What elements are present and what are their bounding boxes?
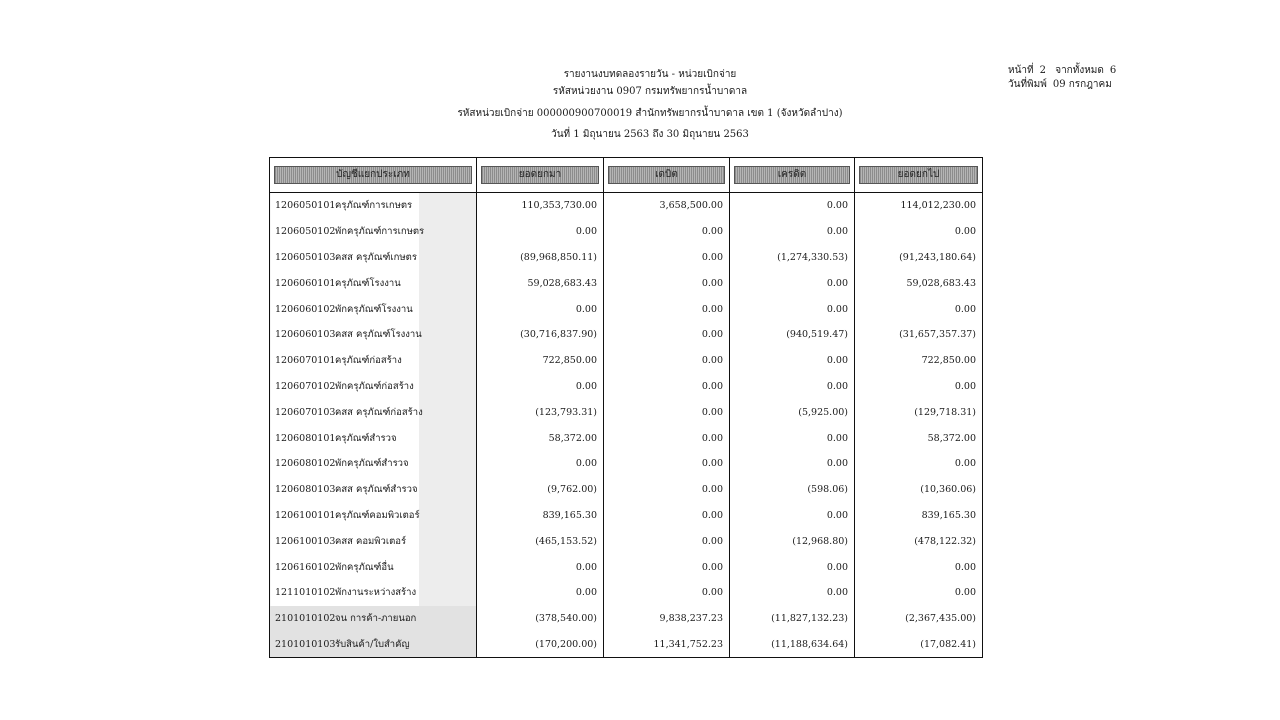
account-cell	[270, 270, 477, 296]
account-name: ครุภัณฑ์โรงงาน	[335, 277, 401, 289]
carried-forward-cell: 114,012,230.00	[855, 193, 983, 219]
account-code: 1206050103	[275, 251, 336, 263]
table-row	[270, 580, 983, 606]
carried-forward-cell: 839,165.30	[855, 503, 983, 529]
account-cell	[270, 503, 477, 529]
carried-forward-cell: 0.00	[855, 219, 983, 245]
account-cell	[270, 399, 477, 425]
credit-cell: 0.00	[730, 580, 855, 606]
account-code: 1206050101	[275, 200, 336, 212]
carried-forward-cell: 58,372.00	[855, 425, 983, 451]
account-cell	[270, 425, 477, 451]
debit-cell: 0.00	[604, 503, 730, 529]
account-name: ครุภัณฑ์คอมพิวเตอร์	[335, 509, 420, 521]
account-code: 2101010102	[275, 613, 336, 625]
account-name: พักครุภัณฑ์โรงงาน	[335, 303, 413, 315]
account-code: 1206060101	[275, 277, 336, 289]
disbursing-unit-line: รหัสหน่วยเบิกจ่าย 000000900700019 สำนักทรัพยากรน้ำบาดาล เขต 1 (จังหวัดลำปาง)	[457, 108, 843, 119]
brought-forward-cell: 0.00	[477, 296, 604, 322]
account-code: 1211010102	[275, 587, 336, 599]
debit-cell: 0.00	[604, 219, 730, 245]
brought-forward-cell: (30,716,837.90)	[477, 322, 604, 348]
brought-forward-cell: 0.00	[477, 374, 604, 400]
account-cell	[270, 451, 477, 477]
account-name: พักครุภัณฑ์การเกษตร	[335, 226, 425, 238]
print-date-line	[1008, 78, 1128, 92]
table-row	[270, 296, 983, 322]
account-name: รับสินค้า/ใบสำคัญ	[335, 638, 410, 650]
table-row	[270, 425, 983, 451]
table-row	[270, 374, 983, 400]
account-code: 1206100103	[275, 535, 336, 547]
debit-cell: 11,341,752.23	[604, 632, 730, 658]
table-row	[270, 528, 983, 554]
account-name: พักงานระหว่างสร้าง	[335, 587, 417, 599]
account-name: คสส ครุภัณฑ์เกษตร	[335, 251, 417, 263]
debit-cell: 3,658,500.00	[604, 193, 730, 219]
debit-cell: 0.00	[604, 580, 730, 606]
account-cell	[270, 632, 477, 658]
table-row	[270, 606, 983, 632]
carried-forward-cell: 0.00	[855, 554, 983, 580]
col-header-carried-forward: ยอดยกไป	[855, 158, 983, 193]
credit-cell: 0.00	[730, 451, 855, 477]
account-code: 1206070102	[275, 380, 336, 392]
brought-forward-cell: (123,793.31)	[477, 399, 604, 425]
account-cell	[270, 348, 477, 374]
account-cell	[270, 528, 477, 554]
print-label: วันที่พิมพ์	[1008, 79, 1047, 90]
debit-cell: 0.00	[604, 477, 730, 503]
account-cell	[270, 477, 477, 503]
col-header-brought-forward: ยอดยกมา	[477, 158, 604, 193]
carried-forward-cell: (129,718.31)	[855, 399, 983, 425]
credit-cell: 0.00	[730, 503, 855, 529]
credit-cell: 0.00	[730, 425, 855, 451]
account-name: คสส คอมพิวเตอร์	[335, 535, 407, 547]
account-code: 1206070101	[275, 355, 336, 367]
debit-cell: 0.00	[604, 451, 730, 477]
account-name: พักครุภัณฑ์ก่อสร้าง	[335, 380, 414, 392]
account-name: จน การค้า-ภายนอก	[335, 613, 417, 625]
account-code: 1206080102	[275, 458, 336, 470]
credit-cell: (11,827,132.23)	[730, 606, 855, 632]
brought-forward-cell: (465,153.52)	[477, 528, 604, 554]
account-code: 1206160102	[275, 561, 336, 573]
account-code: 1206080101	[275, 432, 336, 444]
account-code: 1206100101	[275, 509, 336, 521]
account-code: 1206060102	[275, 303, 336, 315]
account-cell	[270, 580, 477, 606]
account-cell	[270, 245, 477, 271]
account-cell	[270, 606, 477, 632]
account-code: 1206080103	[275, 484, 336, 496]
debit-cell: 0.00	[604, 296, 730, 322]
credit-cell: 0.00	[730, 219, 855, 245]
account-name: ครุภัณฑ์สำรวจ	[335, 432, 397, 444]
table-row	[270, 554, 983, 580]
debit-cell: 0.00	[604, 554, 730, 580]
debit-cell: 0.00	[604, 374, 730, 400]
brought-forward-cell: (378,540.00)	[477, 606, 604, 632]
report-title: รายงานงบทดลองรายวัน - หน่วยเบิกจ่าย	[563, 69, 737, 80]
account-name: คสส ครุภัณฑ์ก่อสร้าง	[335, 406, 423, 418]
table-row	[270, 503, 983, 529]
account-name: คสส ครุภัณฑ์สำรวจ	[335, 484, 418, 496]
account-code: 1206050102	[275, 226, 336, 238]
carried-forward-cell: 722,850.00	[855, 348, 983, 374]
table-body	[270, 193, 983, 658]
total-pages: 6	[1109, 65, 1117, 76]
debit-cell: 0.00	[604, 528, 730, 554]
debit-cell: 0.00	[604, 425, 730, 451]
carried-forward-cell: 0.00	[855, 451, 983, 477]
brought-forward-cell: 0.00	[477, 219, 604, 245]
table-row	[270, 451, 983, 477]
carried-forward-cell: 0.00	[855, 296, 983, 322]
brought-forward-cell: 839,165.30	[477, 503, 604, 529]
brought-forward-cell: (89,968,850.11)	[477, 245, 604, 271]
account-cell	[270, 193, 477, 219]
credit-cell: 0.00	[730, 348, 855, 374]
account-code: 2101010103	[275, 638, 336, 650]
table-row	[270, 245, 983, 271]
page-number: 2	[1039, 65, 1047, 76]
account-cell	[270, 554, 477, 580]
account-name: ครุภัณฑ์การเกษตร	[335, 200, 413, 212]
credit-cell: 0.00	[730, 374, 855, 400]
carried-forward-cell: 0.00	[855, 374, 983, 400]
table-row	[270, 270, 983, 296]
brought-forward-cell: 59,028,683.43	[477, 270, 604, 296]
page-label: หน้าที่	[1008, 65, 1034, 76]
table-row	[270, 348, 983, 374]
carried-forward-cell: (17,082.41)	[855, 632, 983, 658]
credit-cell: (12,968.80)	[730, 528, 855, 554]
print-date: 09 กรกฎาคม	[1052, 79, 1112, 90]
brought-forward-cell: 722,850.00	[477, 348, 604, 374]
carried-forward-cell: (10,360.06)	[855, 477, 983, 503]
account-cell	[270, 374, 477, 400]
debit-cell: 0.00	[604, 322, 730, 348]
credit-cell: (598.06)	[730, 477, 855, 503]
debit-cell: 9,838,237.23	[604, 606, 730, 632]
carried-forward-cell: (478,122.32)	[855, 528, 983, 554]
page-number-line	[1008, 64, 1128, 78]
debit-cell: 0.00	[604, 348, 730, 374]
credit-cell: 0.00	[730, 296, 855, 322]
table-row	[270, 322, 983, 348]
brought-forward-cell: 110,353,730.00	[477, 193, 604, 219]
brought-forward-cell: 58,372.00	[477, 425, 604, 451]
table-row	[270, 477, 983, 503]
account-name: คสส ครุภัณฑ์โรงงาน	[335, 329, 422, 341]
carried-forward-cell: (2,367,435.00)	[855, 606, 983, 632]
account-name: พักครุภัณฑ์อื่น	[335, 561, 394, 573]
table-row	[270, 193, 983, 219]
col-header-debit: เดบิต	[604, 158, 730, 193]
credit-cell: (5,925.00)	[730, 399, 855, 425]
table-row	[270, 632, 983, 658]
total-label: จากทั้งหมด	[1055, 65, 1104, 76]
credit-cell: (11,188,634.64)	[730, 632, 855, 658]
trial-balance-table	[269, 157, 983, 658]
col-header-account: บัญชีแยกประเภท	[270, 158, 477, 193]
carried-forward-cell: (31,657,357.37)	[855, 322, 983, 348]
debit-cell: 0.00	[604, 245, 730, 271]
debit-cell: 0.00	[604, 270, 730, 296]
account-code: 1206060103	[275, 329, 336, 341]
col-header-credit: เครดิต	[730, 158, 855, 193]
brought-forward-cell: (9,762.00)	[477, 477, 604, 503]
account-code: 1206070103	[275, 406, 336, 418]
account-name: ครุภัณฑ์ก่อสร้าง	[335, 355, 402, 367]
brought-forward-cell: 0.00	[477, 580, 604, 606]
table-row	[270, 399, 983, 425]
credit-cell: 0.00	[730, 554, 855, 580]
page-meta	[1008, 64, 1128, 92]
carried-forward-cell: 59,028,683.43	[855, 270, 983, 296]
account-name: พักครุภัณฑ์สำรวจ	[335, 458, 409, 470]
credit-cell: 0.00	[730, 270, 855, 296]
carried-forward-cell: 0.00	[855, 580, 983, 606]
carried-forward-cell: (91,243,180.64)	[855, 245, 983, 271]
period-line: วันที่ 1 มิถุนายน 2563 ถึง 30 มิถุนายน 2563	[551, 129, 749, 140]
credit-cell: 0.00	[730, 193, 855, 219]
agency-line: รหัสหน่วยงาน 0907 กรมทรัพยากรน้ำบาดาล	[552, 86, 748, 97]
account-cell	[270, 296, 477, 322]
table-row	[270, 219, 983, 245]
debit-cell: 0.00	[604, 399, 730, 425]
brought-forward-cell: (170,200.00)	[477, 632, 604, 658]
account-cell	[270, 219, 477, 245]
table-header-row	[270, 158, 983, 193]
credit-cell: (1,274,330.53)	[730, 245, 855, 271]
credit-cell: (940,519.47)	[730, 322, 855, 348]
brought-forward-cell: 0.00	[477, 451, 604, 477]
brought-forward-cell: 0.00	[477, 554, 604, 580]
account-cell	[270, 322, 477, 348]
